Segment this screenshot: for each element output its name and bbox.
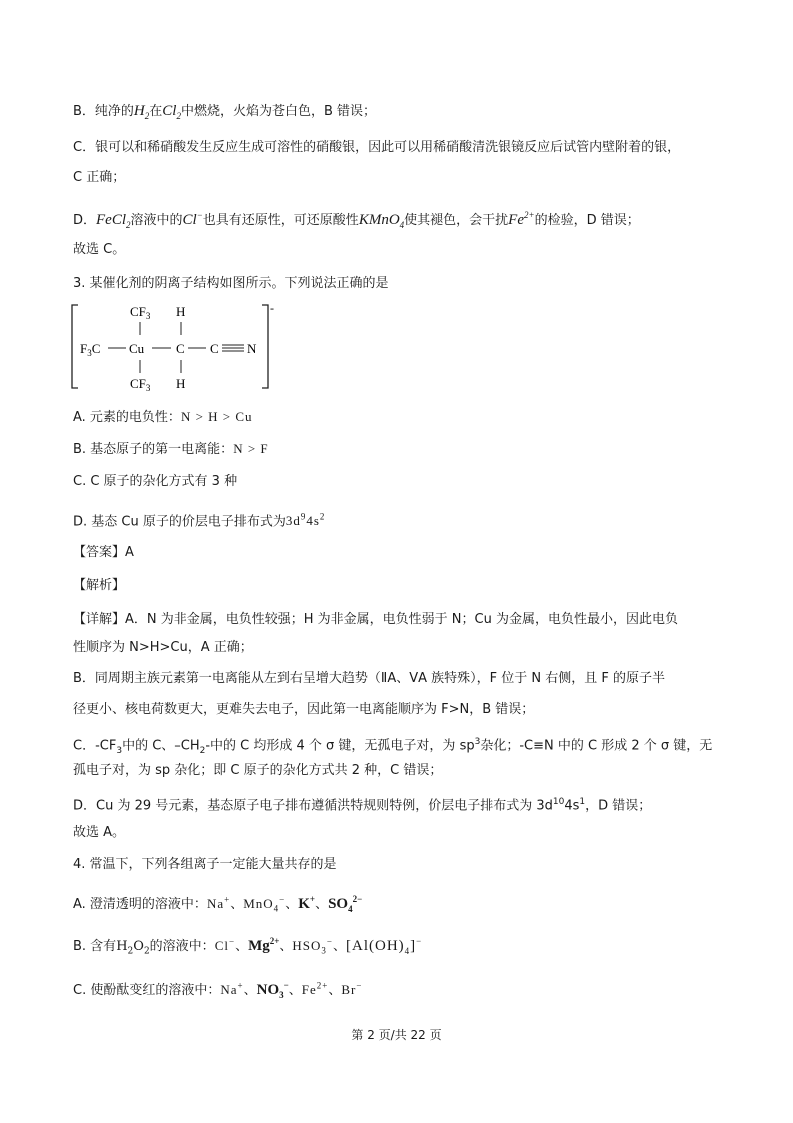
q3-option-b: B. 基态原子的第一电离能：N > F	[73, 441, 269, 457]
option-b-line: B．纯净的$H_2$在$Cl_2$中燃烧，火焰为苍白色，B 错误；	[73, 103, 377, 121]
q3-option-d: D. 基态 Cu 原子的价层电子排布式为$3d^94s^2$	[73, 512, 326, 530]
svg-text:H: H	[176, 304, 186, 319]
svg-text:F3C: $F_3C$	[80, 341, 101, 358]
q4-option-a: A. 澄清透明的溶液中：Na+、MnO$_4$−、K+、$SO_4^{2-}$	[73, 894, 363, 914]
detail-line-7: D．Cu 为 29 号元素，基态原子电子排布遵循洪特规则特例，价层电子排布式为 $3d^{10}4s^1$，D 错误；	[73, 797, 652, 814]
page-footer: 第 2 页/共 22 页	[351, 1028, 442, 1042]
detail-line-6: 孤电子对，为 sp 杂化；即 C 原子的杂化方式共 2 种，C 错误；	[73, 763, 443, 778]
option-c-line-2: C 正确；	[73, 170, 126, 185]
detail-line-2: 性顺序为 N>H>Cu，A 正确；	[73, 640, 253, 655]
question-4: 4. 常温下，下列各组离子一定能大量共存的是	[73, 857, 337, 872]
q3-option-c: C. C 原子的杂化方式有 3 种	[73, 474, 238, 489]
anion-structure-diagram	[70, 300, 290, 395]
q4-option-c: C. 使酚酞变红的溶液中：Na+、$NO_3^-$、$Fe^{2+}$、Br−	[73, 980, 363, 1000]
svg-text:C: C	[210, 341, 219, 356]
detail-line-4: 径更小、核电荷数更大，更难失去电子，因此第一电离能顺序为 F>N，B 错误；	[73, 702, 535, 717]
charge-label: -	[270, 301, 274, 315]
svg-text:H: H	[176, 376, 186, 391]
choose-c: 故选 C。	[73, 242, 126, 257]
svg-text:CF3: $CF_3$	[130, 304, 151, 321]
option-d-line: D．FeCl$_2$溶液中的Cl−也具有还原性，可还原酸性KMnO$_4$使其褪色，会干扰$Fe^{2+}$的检验，D 错误；	[73, 210, 640, 230]
q4-option-b: B. 含有$H_2O_2$的溶液中：Cl−、$Mg^{2+}$、$HSO_3^-$、$[Al(OH)_4]^-$	[73, 936, 423, 957]
question-3: 3. 某催化剂的阴离子结构如图所示。下列说法正确的是	[73, 276, 389, 291]
q3-option-a: A. 元素的电负性：N > H > Cu	[73, 409, 253, 425]
option-c-line-1: C．银可以和稀硝酸发生反应生成可溶性的硝酸银，因此可以用稀硝酸清洗银镜反应后试管内壁附着的银，	[73, 140, 681, 155]
svg-text:C: C	[176, 341, 185, 356]
answer-label: 【答案】A	[73, 545, 134, 560]
analysis-label: 【解析】	[73, 578, 126, 593]
detail-line-5: C．$-CF_3$中的 C、$-CH_2-$中的 C 均形成 4 个 σ 键，无孤电子对，为 $sp^3$杂化；-C≡N 中的 C 形成 2 个 σ 键，无	[73, 737, 713, 756]
svg-text:Cu: Cu	[129, 341, 145, 356]
svg-text:N: N	[247, 341, 257, 356]
detail-line-3: B．同周期主族元素第一电离能从左到右呈增大趋势（ⅡA、ⅤA 族特殊），F 位于 N 右侧，且 F 的原子半	[73, 671, 665, 686]
svg-text:CF3: $CF_3$	[130, 376, 151, 393]
detail-line-1: 【详解】A．N 为非金属，电负性较强；H 为非金属，电负性弱于 N；Cu 为金属，电负性最小，因此电负	[73, 612, 678, 627]
choose-a: 故选 A。	[73, 825, 126, 840]
